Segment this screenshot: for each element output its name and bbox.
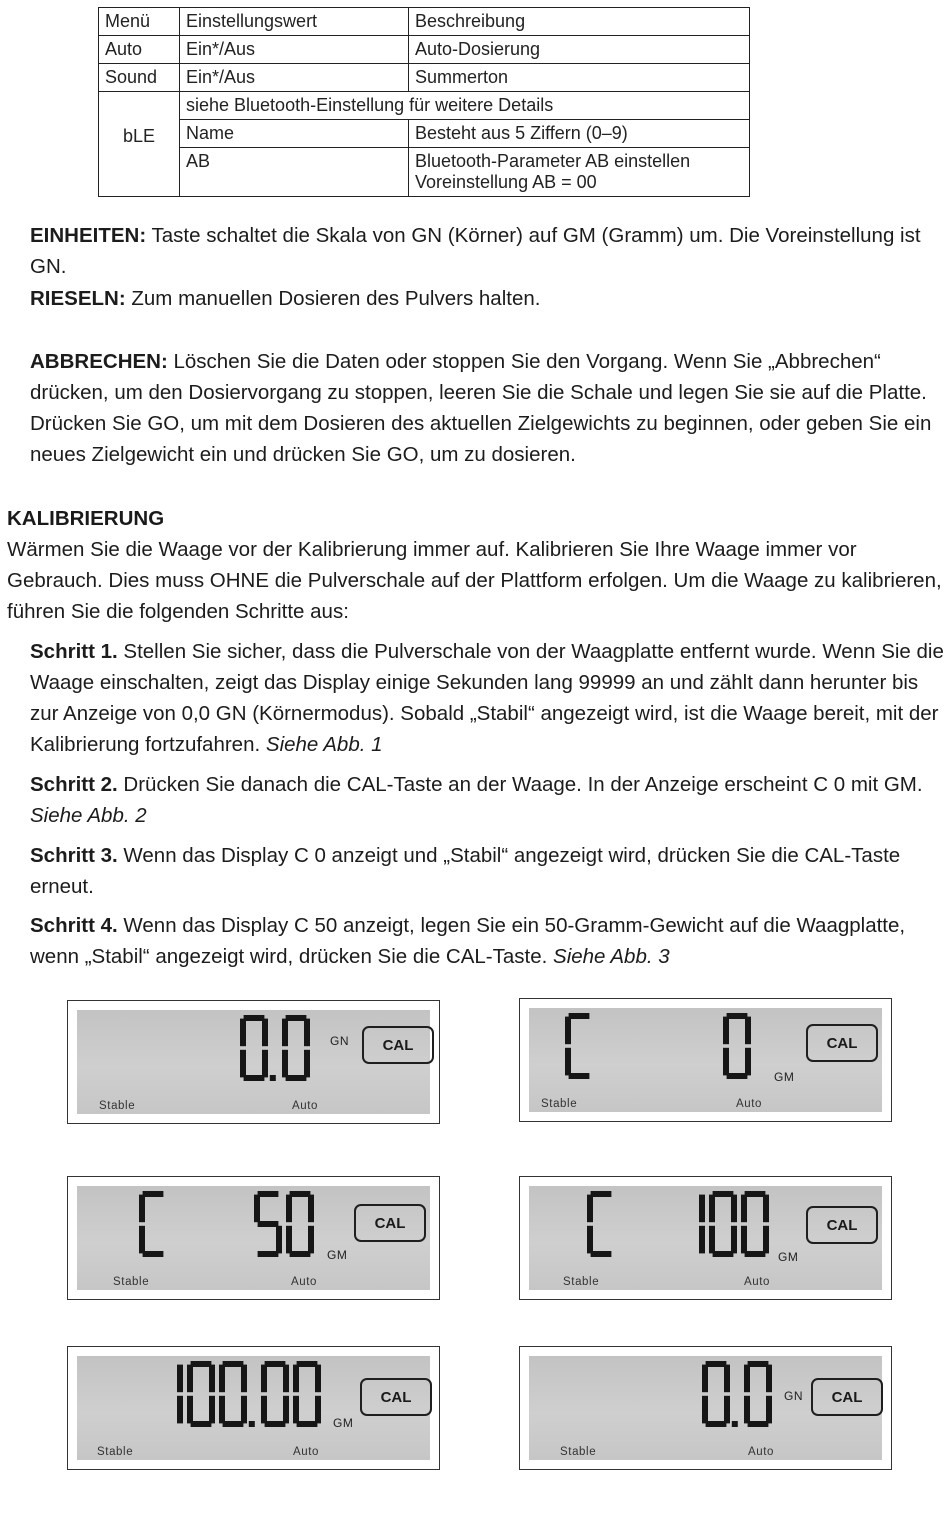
lcd-screen <box>77 1010 430 1114</box>
figure-reference: Siehe Abb. 1 <box>265 733 383 756</box>
cell-value: Ein*/Aus <box>180 36 409 64</box>
unit-label: GN <box>330 1034 349 1048</box>
auto-indicator: Auto <box>293 1446 320 1458</box>
lcd-digits-right <box>236 1014 310 1082</box>
step-label: Schritt 4. <box>30 914 118 937</box>
segment-e <box>744 1396 750 1424</box>
segment-b <box>763 1195 769 1223</box>
lcd-letter-c <box>139 1191 167 1257</box>
segment-a <box>297 1361 318 1367</box>
segment-d <box>223 1421 244 1427</box>
segment-c <box>766 1396 772 1424</box>
segment-f <box>709 1195 715 1223</box>
segment-f <box>240 1019 246 1047</box>
segment-f <box>261 1365 267 1393</box>
stable-indicator: Stable <box>563 1276 600 1288</box>
table-row <box>99 64 750 92</box>
lcd-digits-right <box>151 1360 321 1428</box>
segment-e <box>702 1396 708 1424</box>
segment-d <box>748 1421 769 1427</box>
description-line: Voreinstellung AB = 00 <box>415 172 597 192</box>
cal-button: CAL <box>354 1204 426 1242</box>
segment-b <box>724 1365 730 1393</box>
segment-f <box>741 1195 747 1223</box>
segment-d <box>290 1251 311 1257</box>
segment-d <box>591 1251 612 1257</box>
segment-b <box>304 1019 310 1047</box>
segment-e <box>240 1050 246 1078</box>
segment-e <box>741 1226 747 1254</box>
step-4 <box>30 910 945 972</box>
cell-menu: Auto <box>99 36 180 64</box>
segment-b <box>241 1365 247 1393</box>
segment-f <box>702 1365 708 1393</box>
segment-g <box>258 1221 279 1227</box>
segment-e <box>293 1396 299 1424</box>
einheiten-paragraph <box>30 220 945 282</box>
table-row <box>99 36 750 64</box>
lcd-digits-left <box>583 1190 615 1258</box>
cell-description: Besteht aus 5 Ziffern (0–9) <box>409 120 750 148</box>
step-text: Stellen Sie sicher, dass die Pulverschale von der Waagplatte entfernt wurde. Wenn Sie die Waage einschalten, zeigt das Display einige Sekunden lang 99999 an und zählt dann herunter bis zur Anzeige von 0,0 GN (Körnermodus). Sobald „Stabil“ angezeigt wird, ist die Waage bereit, mit der Kalibrierung fortzufahren. <box>30 640 944 756</box>
description-line: Bluetooth-Parameter AB einstellen <box>415 151 691 171</box>
segment-d <box>265 1421 286 1427</box>
segment-a <box>569 1013 590 1019</box>
segment-b <box>209 1365 215 1393</box>
unit-label: GM <box>327 1248 348 1262</box>
segment-f <box>282 1019 288 1047</box>
lcd-screen <box>529 1186 882 1290</box>
cell-menu: Sound <box>99 64 180 92</box>
cell-value: Ein*/Aus <box>180 64 409 92</box>
step-3 <box>30 840 945 902</box>
cal-button: CAL <box>806 1024 878 1062</box>
figure-reference: Siehe Abb. 2 <box>30 804 147 827</box>
segment-a <box>244 1015 265 1021</box>
unit-label: GM <box>333 1416 354 1430</box>
segment-f <box>744 1365 750 1393</box>
step-label: Schritt 3. <box>30 844 118 867</box>
kalibrierung-intro: Wärmen Sie die Waage vor der Kalibrierung immer auf. Kalibrieren Sie Ihre Waage immer vor Gebrauch. Dies muss OHNE die Pulverschale auf der Plattform erfolgen. Um die Waage zu kalibrieren, führen Sie die folgenden Schritte aus: <box>7 538 942 623</box>
segment-a <box>591 1191 612 1197</box>
lcd-figure-2 <box>519 998 892 1122</box>
cell-value: Name <box>180 120 409 148</box>
lcd-digits-right <box>698 1360 772 1428</box>
auto-indicator: Auto <box>744 1276 771 1288</box>
step-label: Schritt 1. <box>30 640 118 663</box>
unit-label: GM <box>778 1250 799 1264</box>
segment-e <box>261 1396 267 1424</box>
abbrechen-text: Löschen Sie die Daten oder stoppen Sie den Vorgang. Wenn Sie „Abbrechen“ drücken, um den Dosiervorgang zu stoppen, leeren Sie die Schale und legen Sie sie auf die Platte. Drücken Sie GO, um mit dem Dosieren des aktuellen Zielgewichts zu beginnen, oder geben Sie ein neues Zielgewicht ein und drücken Sie GO, um zu dosieren. <box>30 350 932 466</box>
segment-d <box>713 1251 734 1257</box>
cal-button: CAL <box>811 1378 883 1416</box>
lcd-figure-6 <box>519 1346 892 1470</box>
cal-button: CAL <box>360 1378 432 1416</box>
einheiten-label: EINHEITEN: <box>30 224 147 247</box>
segment-f <box>723 1017 729 1045</box>
segment-a <box>265 1361 286 1367</box>
segment-b <box>315 1365 321 1393</box>
lcd-figure-4 <box>519 1176 892 1300</box>
segment-c <box>724 1396 730 1424</box>
segment-b <box>177 1365 183 1393</box>
segment-d <box>191 1421 212 1427</box>
segment-c <box>304 1050 310 1078</box>
lcd-figure-3 <box>67 1176 440 1300</box>
auto-indicator: Auto <box>748 1446 775 1458</box>
segment-e <box>219 1396 225 1424</box>
lcd-letter-c <box>565 1013 593 1079</box>
segment-a <box>713 1191 734 1197</box>
segment-c <box>731 1226 737 1254</box>
lcd-digit <box>187 1361 215 1427</box>
rieseln-label: RIESELN: <box>30 287 126 310</box>
segment-a <box>290 1191 311 1197</box>
segment-c <box>763 1226 769 1254</box>
segment-d <box>258 1251 279 1257</box>
lcd-digit <box>744 1361 772 1427</box>
segment-c <box>276 1226 282 1254</box>
step-text: Wenn das Display C 0 anzeigt und „Stabil“ angezeigt wird, drücken Sie die CAL-Taste erneut. <box>30 844 901 898</box>
step-text: Drücken Sie danach die CAL-Taste an der Waage. In der Anzeige erscheint C 0 mit GM. <box>117 773 923 796</box>
lcd-digit <box>219 1361 257 1427</box>
stable-indicator: Stable <box>97 1446 134 1458</box>
rieseln-text: Zum manuellen Dosieren des Pulvers halten. <box>125 287 541 310</box>
cell-note: siehe Bluetooth-Einstellung für weitere Details <box>180 92 750 120</box>
segment-e <box>139 1226 145 1254</box>
segment-a <box>143 1191 164 1197</box>
cal-button: CAL <box>362 1026 434 1064</box>
lcd-screen <box>77 1186 430 1290</box>
lcd-digit <box>240 1015 278 1081</box>
step-label: Schritt 2. <box>30 773 118 796</box>
segment-f <box>286 1195 292 1223</box>
segment-e <box>286 1226 292 1254</box>
lcd-digit <box>286 1191 314 1257</box>
lcd-digit <box>677 1191 705 1257</box>
lcd-digit <box>741 1191 769 1257</box>
cell-value: AB <box>180 148 409 197</box>
segment-f <box>254 1195 260 1223</box>
segment-a <box>258 1191 279 1197</box>
unit-label: GN <box>784 1389 803 1403</box>
segment-c <box>262 1050 268 1078</box>
segment-c <box>283 1396 289 1424</box>
cell-description <box>409 148 750 197</box>
cell-description: Summerton <box>409 64 750 92</box>
segment-d <box>706 1421 727 1427</box>
lcd-digit <box>155 1361 183 1427</box>
abbrechen-label: ABBRECHEN: <box>30 350 168 373</box>
figure-reference: Siehe Abb. 3 <box>553 945 670 968</box>
segment-b <box>766 1365 772 1393</box>
segment-f <box>219 1365 225 1393</box>
lcd-digit <box>261 1361 289 1427</box>
lcd-digits-right <box>673 1190 769 1258</box>
segment-f <box>187 1365 193 1393</box>
segment-d <box>143 1251 164 1257</box>
auto-indicator: Auto <box>291 1276 318 1288</box>
segment-e <box>187 1396 193 1424</box>
segment-f <box>587 1195 593 1223</box>
cell-description: Auto-Dosierung <box>409 36 750 64</box>
cell-menu: bLE <box>99 92 180 197</box>
segment-b <box>745 1017 751 1045</box>
header-value: Einstellungswert <box>180 8 409 36</box>
header-description: Beschreibung <box>409 8 750 36</box>
segment-d <box>745 1251 766 1257</box>
table-header-row <box>99 8 750 36</box>
lcd-digits-right <box>250 1190 314 1258</box>
segment-b <box>731 1195 737 1223</box>
segment-e <box>723 1048 729 1076</box>
segment-c <box>315 1396 321 1424</box>
decimal-point <box>732 1421 738 1427</box>
kalibrierung-heading: KALIBRIERUNG <box>7 507 165 530</box>
lcd-digit <box>293 1361 321 1427</box>
segment-c <box>745 1048 751 1076</box>
segment-d <box>244 1075 265 1081</box>
decimal-point <box>249 1421 255 1427</box>
lcd-digit <box>282 1015 310 1081</box>
lcd-digit <box>702 1361 740 1427</box>
segment-f <box>565 1017 571 1045</box>
segment-a <box>286 1015 307 1021</box>
segment-e <box>709 1226 715 1254</box>
lcd-digits-left <box>135 1190 167 1258</box>
step-text: Wenn das Display C 50 anzeigt, legen Sie ein 50-Gramm-Gewicht auf die Waagplatte, wenn „Stabil“ angezeigt wird, drücken Sie die CAL-Taste. <box>30 914 906 968</box>
segment-a <box>706 1361 727 1367</box>
segment-e <box>565 1048 571 1076</box>
segment-e <box>282 1050 288 1078</box>
segment-d <box>727 1073 748 1079</box>
lcd-figure-1 <box>67 1000 440 1124</box>
table-row <box>99 148 750 197</box>
lcd-screen <box>529 1008 882 1112</box>
lcd-digits-left <box>561 1012 593 1080</box>
segment-a <box>223 1361 244 1367</box>
segment-c <box>699 1226 705 1254</box>
lcd-screen <box>529 1356 882 1460</box>
lcd-digit <box>723 1013 751 1079</box>
decimal-point <box>270 1075 276 1081</box>
segment-a <box>727 1013 748 1019</box>
lcd-screen <box>77 1356 430 1460</box>
stable-indicator: Stable <box>541 1098 578 1110</box>
segment-b <box>283 1365 289 1393</box>
segment-e <box>587 1226 593 1254</box>
lcd-letter-c <box>587 1191 615 1257</box>
segment-b <box>262 1019 268 1047</box>
segment-c <box>241 1396 247 1424</box>
lcd-figure-5 <box>67 1346 440 1470</box>
segment-d <box>297 1421 318 1427</box>
table-row <box>99 92 750 120</box>
auto-indicator: Auto <box>292 1100 319 1112</box>
stable-indicator: Stable <box>560 1446 597 1458</box>
header-menu: Menü <box>99 8 180 36</box>
segment-b <box>308 1195 314 1223</box>
unit-label: GM <box>774 1070 795 1084</box>
segment-d <box>569 1073 590 1079</box>
stable-indicator: Stable <box>113 1276 150 1288</box>
segment-c <box>177 1396 183 1424</box>
step-1 <box>30 636 945 760</box>
segment-a <box>191 1361 212 1367</box>
segment-a <box>745 1191 766 1197</box>
lcd-digit <box>254 1191 282 1257</box>
auto-indicator: Auto <box>736 1098 763 1110</box>
lcd-digit <box>709 1191 737 1257</box>
table-row <box>99 120 750 148</box>
segment-d <box>286 1075 307 1081</box>
abbrechen-paragraph <box>30 346 945 470</box>
settings-table <box>98 7 750 197</box>
segment-c <box>209 1396 215 1424</box>
cal-button: CAL <box>806 1206 878 1244</box>
segment-a <box>748 1361 769 1367</box>
segment-f <box>293 1365 299 1393</box>
segment-b <box>699 1195 705 1223</box>
rieseln-paragraph <box>30 283 945 314</box>
segment-f <box>139 1195 145 1223</box>
lcd-digits-right <box>719 1012 751 1080</box>
stable-indicator: Stable <box>99 1100 136 1112</box>
step-2 <box>30 769 945 831</box>
segment-c <box>308 1226 314 1254</box>
einheiten-text: Taste schaltet die Skala von GN (Körner) auf GM (Gramm) um. Die Voreinstellung ist GN. <box>30 224 921 278</box>
